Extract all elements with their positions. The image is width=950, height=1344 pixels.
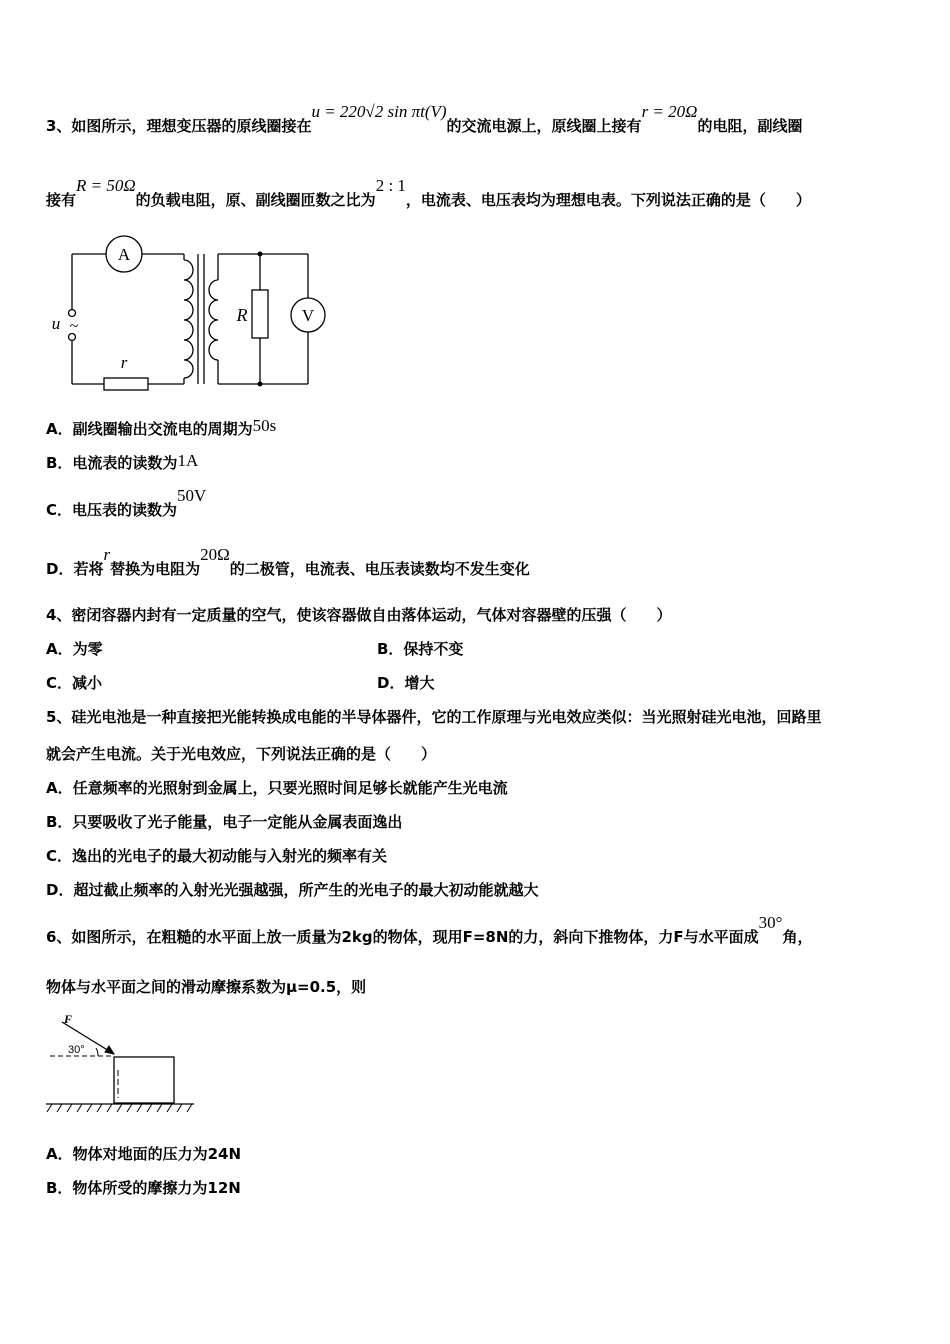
option-text: D．若将 <box>46 560 104 578</box>
q6-stem-line1 <box>46 913 813 947</box>
q6-angle-value: 30° <box>758 913 783 932</box>
q3-text: 的电阻，副线圈 <box>697 117 803 135</box>
option-value: 1A <box>177 451 199 470</box>
option-r-symbol: r <box>103 545 111 564</box>
q6-text: 角， <box>782 928 813 946</box>
source-ac-symbol: ~ <box>69 318 79 335</box>
option-value: 50s <box>252 416 277 435</box>
transformer-circuit-diagram <box>46 232 366 392</box>
q4-stem: 4、密闭容器内封有一定质量的空气，使该容器做自由落体运动，气体对容器壁的压强（ ） <box>46 606 672 624</box>
q6-option-a: A．物体对地面的压力为24N <box>46 1145 242 1163</box>
q6-option-b: B．物体所受的摩擦力为12N <box>46 1179 241 1197</box>
force-block-diagram <box>44 1010 196 1116</box>
q4-option-d: D．增大 <box>377 674 435 692</box>
q3-R-value: R = 50Ω <box>76 176 136 195</box>
q3-text: 3、如图所示，理想变压器的原线圈接在 <box>46 117 312 135</box>
resistor-r-label: r <box>120 353 128 372</box>
q5-stem-line1: 5、硅光电池是一种直接把光能转换成电能的半导体器件，它的工作原理与光电效应类似：当光照射硅光电池，回路里 <box>46 708 822 726</box>
q3-text: 的交流电源上，原线圈上接有 <box>446 117 642 135</box>
option-text: 替换为电阻为 <box>110 560 201 578</box>
q3-text: 的负载电阻，原、副线圈匝数之比为 <box>135 191 376 209</box>
q3-option-d <box>46 545 530 579</box>
q3-stem-line2 <box>46 176 811 210</box>
option-text: A．副线圈输出交流电的周期为 <box>46 420 253 438</box>
ammeter-label: A <box>117 245 131 264</box>
q4-option-b: B．保持不变 <box>377 640 464 658</box>
q3-turns-ratio: 2 : 1 <box>375 176 406 195</box>
q3-stem-line1 <box>46 102 803 136</box>
q5-option-b: B．只要吸收了光子能量，电子一定能从金属表面逸出 <box>46 813 403 831</box>
option-text: C．电压表的读数为 <box>46 501 178 519</box>
source-u-label: u <box>51 314 61 333</box>
q3-voltage-formula: u = 220√2 sin πt(V) <box>311 102 447 121</box>
q6-stem-line2: 物体与水平面之间的滑动摩擦系数为μ=0.5，则 <box>46 978 367 996</box>
q3-r-value: r = 20Ω <box>641 102 698 121</box>
q5-stem-line2: 就会产生电流。关于光电效应，下列说法正确的是（ ） <box>46 745 437 763</box>
q3-option-b <box>46 453 198 473</box>
q3-text: ，电流表、电压表均为理想电表。下列说法正确的是（ ） <box>405 191 811 209</box>
force-F-label: F <box>64 1012 73 1026</box>
q3-option-a <box>46 416 277 439</box>
q6-text: 6、如图所示，在粗糙的水平面上放一质量为2kg的物体，现用F=8N的力，斜向下推物体，力F与水平面成 <box>46 928 759 946</box>
q4-option-a: A．为零 <box>46 640 103 658</box>
q3-option-c <box>46 486 207 520</box>
option-text: 的二极管，电流表、电压表读数均不发生变化 <box>229 560 530 578</box>
resistor-R-label: R <box>236 305 248 325</box>
option-text: B．电流表的读数为 <box>46 454 178 472</box>
voltmeter-label: V <box>301 306 315 325</box>
angle-label: 30° <box>68 1044 85 1056</box>
q5-option-a: A．任意频率的光照射到金属上，只要光照时间足够长就能产生光电流 <box>46 779 508 797</box>
q3-text: 接有 <box>46 191 77 209</box>
q5-option-d: D．超过截止频率的入射光光强越强，所产生的光电子的最大初动能就越大 <box>46 881 539 899</box>
q5-option-c: C．逸出的光电子的最大初动能与入射光的频率有关 <box>46 847 388 865</box>
option-value: 20Ω <box>200 545 230 564</box>
option-value: 50V <box>177 486 207 505</box>
q4-option-c: C．减小 <box>46 674 103 692</box>
